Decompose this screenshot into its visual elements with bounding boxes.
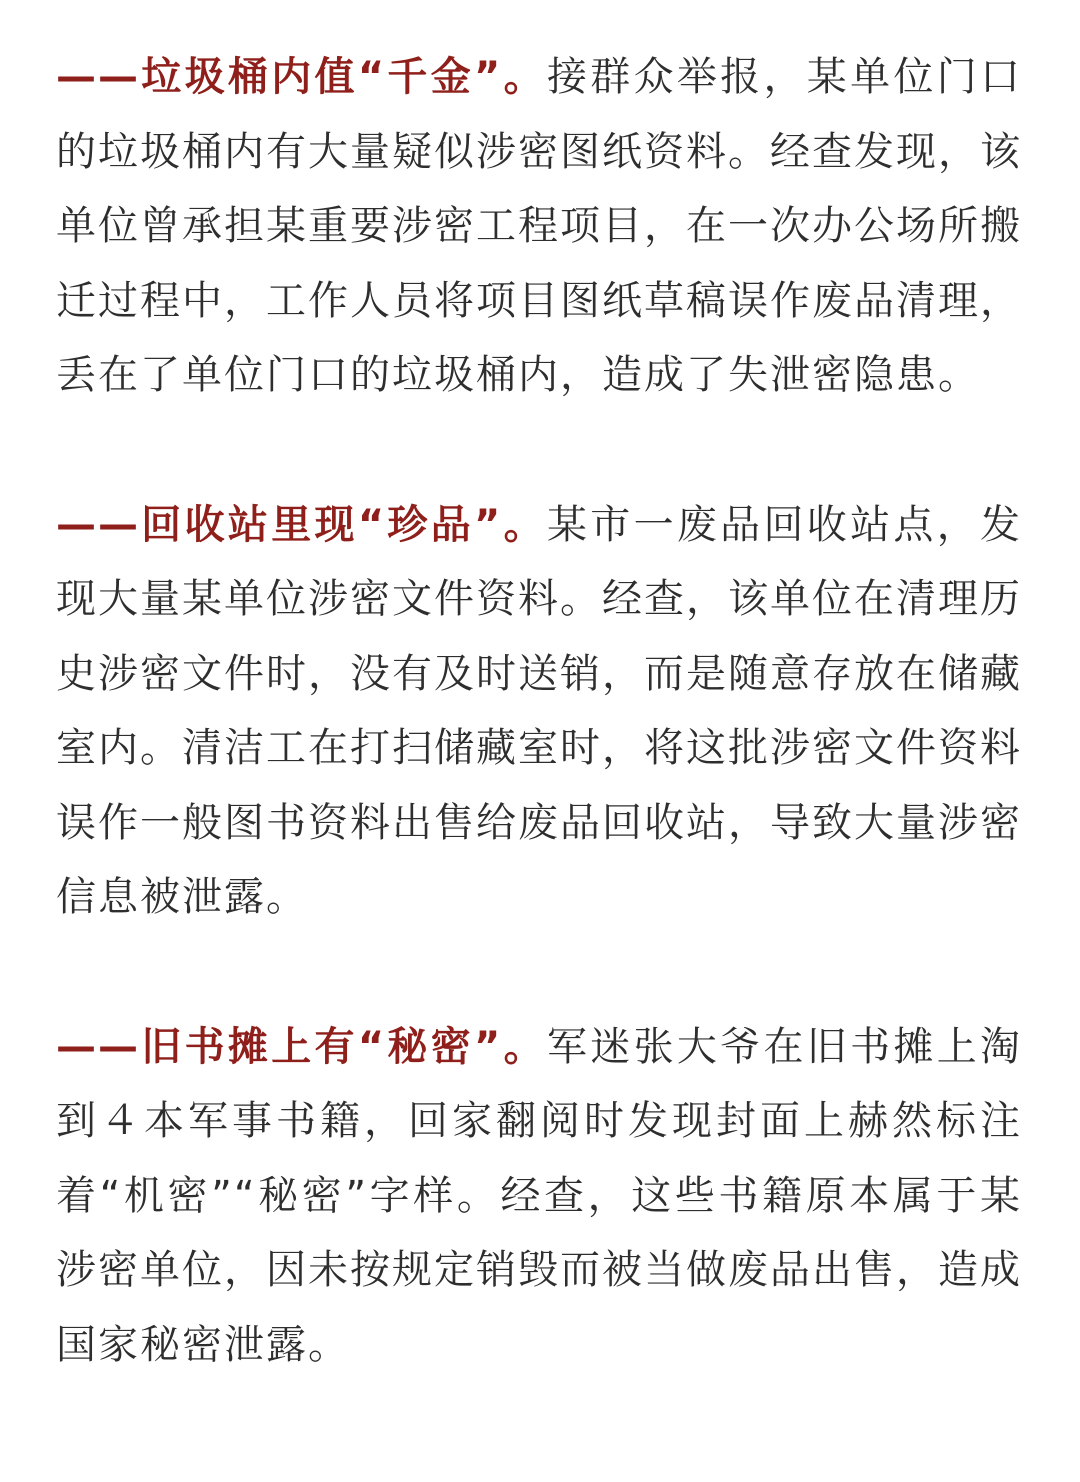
- case-paragraph-2: [56, 488, 1022, 935]
- case-body-3: 军迷张大爷在旧书摊上淘到４本军事书籍，回家翻阅时发现封面上赫然标注着“机密”“秘密”字样。经查，这些书籍原本属于某涉密单位，因未按规定销毁而被当做废品出售，造成国家秘密泄露。: [56, 1023, 1023, 1368]
- case-paragraph-1: [56, 40, 1022, 413]
- case-heading-2: ——回收站里现“珍品”。: [56, 501, 547, 548]
- case-heading-1: ——垃圾桶内值“千金”。: [56, 54, 547, 100]
- case-paragraph-3: [56, 1010, 1022, 1383]
- case-heading-3: ——旧书摊上有“秘密”。: [56, 1023, 547, 1070]
- case-body-1: 接群众举报，某单位门口的垃圾桶内有大量疑似涉密图纸资料。经查发现，该单位曾承担某重要涉密工程项目，在一次办公场所搬迁过程中，工作人员将项目图纸草稿误作废品清理，丢在了单位门口的垃圾桶内，造成了失泄密隐患。: [56, 54, 1023, 398]
- article: [56, 40, 1022, 1382]
- case-body-2: 某市一废品回收站点，发现大量某单位涉密文件资料。经查，该单位在清理历史涉密文件时，没有及时送销，而是随意存放在储藏室内。清洁工在打扫储藏室时，将这批涉密文件资料误作一般图书资料出售给废品回收站，导致大量涉密信息被泄露。: [56, 501, 1023, 920]
